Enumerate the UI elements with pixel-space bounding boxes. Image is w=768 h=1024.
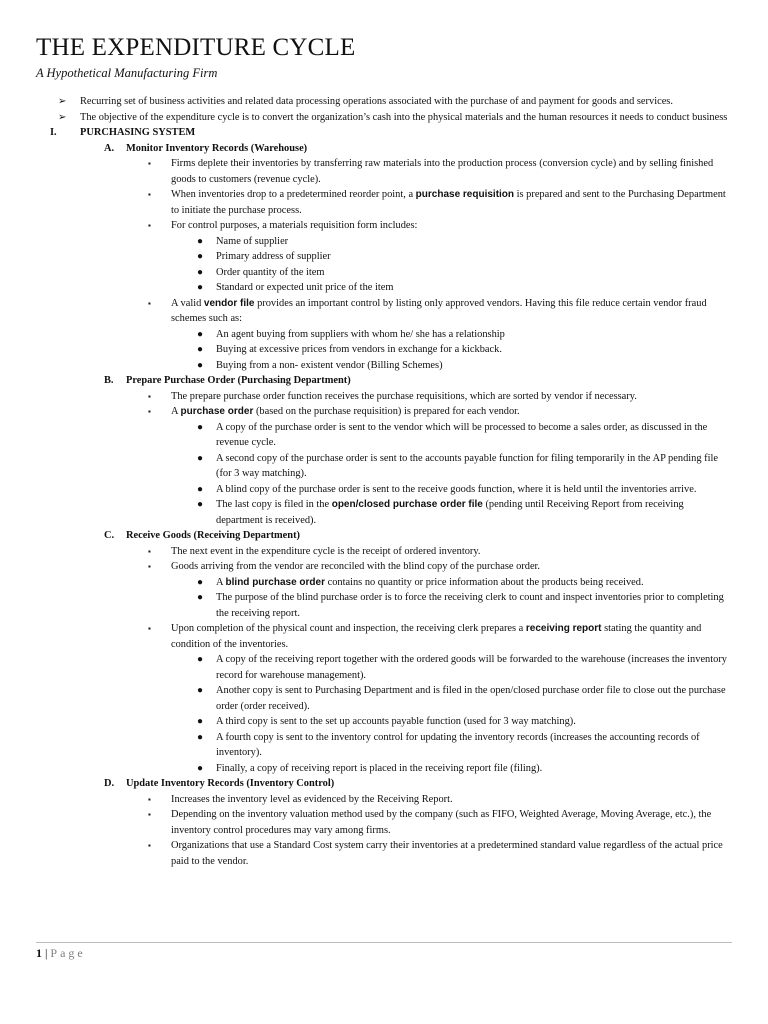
sub-list-item (0, 327, 768, 343)
intro-text: Recurring set of business activities and related data processing operations associated with the purchase of and payment for goods and services. (80, 96, 673, 107)
subsection-heading (0, 141, 768, 157)
subsection-title: Monitor Inventory Records (Warehouse) (126, 142, 308, 154)
subsection-letter: A. (104, 142, 115, 154)
square-bullet-icon: ▪ (148, 841, 151, 850)
document-body (0, 94, 768, 869)
sub-list-item (0, 234, 768, 250)
sub-list-item-text: A fourth copy is sent to the inventory control for updating the inventory records (increases the accounting records of inventory). (216, 731, 700, 758)
dot-bullet-icon: ● (197, 654, 204, 665)
document-subtitle: A Hypothetical Manufacturing Firm (36, 66, 218, 80)
sub-list-item (0, 280, 768, 296)
sub-list-item (0, 761, 768, 777)
sub-list-item-text: Order quantity of the item (216, 266, 325, 278)
dot-bullet-icon: ● (197, 251, 204, 262)
subsection-letter: D. (104, 778, 115, 789)
document-title: THE EXPENDITURE CYCLE (36, 34, 356, 61)
list-item (0, 218, 768, 234)
list-item (0, 296, 768, 327)
dot-bullet-icon: ● (197, 452, 204, 464)
square-bullet-icon: ▪ (148, 546, 151, 556)
list-item (0, 187, 768, 218)
arrow-bullet-icon: ➢ (58, 96, 67, 107)
list-item (0, 792, 768, 808)
square-bullet-icon: ▪ (148, 562, 151, 571)
sub-list-item (0, 265, 768, 281)
dot-bullet-icon: ● (197, 685, 204, 696)
sub-list-item (0, 249, 768, 265)
list-item-text: Depending on the inventory valuation method used by the company (such as FIFO, Weighted Average, Moving Average, etc.), the inventory control procedures may vary among firms. (171, 809, 712, 836)
subsection-title: Prepare Purchase Order (Purchasing Department) (126, 375, 351, 386)
dot-bullet-icon: ● (197, 576, 204, 588)
list-item (0, 156, 768, 187)
dot-bullet-icon: ● (197, 266, 204, 278)
sub-list-item (0, 652, 768, 683)
subsection-heading (0, 373, 768, 389)
list-item (0, 621, 768, 652)
sub-list-item-text: The last copy is filed in the open/closed purchase order file (pending until Receiving Report from receiving department is received). (216, 499, 684, 526)
subsection-title: Receive Goods (Receiving Department) (126, 530, 300, 541)
dot-bullet-icon: ● (197, 731, 204, 743)
intro-text: The objective of the expenditure cycle is to convert the organization’s cash into the physical materials and the human resources it needs to conduct business (80, 111, 728, 123)
sub-list-item (0, 730, 768, 761)
term-purchase-order: purchase order (180, 406, 254, 417)
term-vendor-file: vendor file (203, 297, 255, 309)
list-item (0, 807, 768, 838)
list-item-text: Goods arriving from the vendor are reconciled with the blind copy of the purchase order. (171, 561, 541, 572)
sub-list-item (0, 358, 768, 374)
sub-list-item-text: Standard or expected unit price of the item (216, 282, 394, 293)
sub-list-item-text: Buying from a non- existent vendor (Billing Schemes) (216, 359, 443, 371)
sub-list-item-text: Buying at excessive prices from vendors in exchange for a kickback. (216, 344, 502, 355)
sub-list-item-text: Another copy is sent to Purchasing Department and is filed in the open/closed purchase order file to close out the purchase order (order received). (216, 685, 726, 712)
sub-list-item-text: A blind copy of the purchase order is sent to the receive goods function, where it is held until the inventories arrive. (216, 483, 697, 495)
subsection-heading (0, 528, 768, 544)
sub-list-item (0, 575, 768, 591)
list-item (0, 389, 768, 405)
sub-list-item-text: A third copy is sent to the set up accounts payable function (used for 3 way matching). (216, 716, 576, 727)
dot-bullet-icon: ● (197, 421, 204, 433)
list-item-text: When inventories drop to a predetermined reorder point, a purchase requisition is prepared and sent to the Purchasing Department to initiate the purchase process. (171, 189, 726, 216)
sub-list-item-text: A second copy of the purchase order is sent to the accounts payable function for filing temporarily in the AP pending file (for 3 way matching). (216, 452, 718, 479)
term-receiving-report: receiving report (525, 623, 602, 634)
dot-bullet-icon: ● (197, 762, 204, 774)
sub-list-item-text: Finally, a copy of receiving report is placed in the receiving report file (filing). (216, 762, 543, 774)
list-item-text: A purchase order (based on the purchase requisition) is prepared for each vendor. (171, 406, 520, 417)
list-item-text: For control purposes, a materials requisition form includes: (171, 220, 418, 231)
square-bullet-icon: ▪ (148, 221, 151, 230)
footer-separator: | (42, 946, 51, 960)
sub-list-item (0, 451, 768, 482)
square-bullet-icon: ▪ (148, 298, 151, 308)
list-item-text: The prepare purchase order function receives the purchase requisitions, which are sorted by vendor if necessary. (171, 390, 637, 402)
dot-bullet-icon: ● (197, 344, 204, 355)
sub-list-item (0, 342, 768, 358)
page-label: Page (50, 946, 86, 960)
sub-list-item (0, 420, 768, 451)
square-bullet-icon: ▪ (148, 159, 151, 168)
list-item (0, 544, 768, 560)
dot-bullet-icon: ● (197, 483, 204, 495)
sub-list-item-text: Primary address of supplier (216, 251, 331, 262)
subsection-heading (0, 776, 768, 792)
list-item-text: Increases the inventory level as evidenced by the Receiving Report. (171, 793, 453, 805)
term-purchase-requisition: purchase requisition (415, 189, 515, 200)
square-bullet-icon: ▪ (148, 190, 151, 199)
sub-list-item-text: A copy of the purchase order is sent to the vendor which will be processed to become a sales order, as discussed in the revenue cycle. (216, 421, 708, 448)
square-bullet-icon: ▪ (148, 624, 151, 633)
section-title: PURCHASING SYSTEM (80, 127, 196, 138)
footer-divider (36, 942, 732, 943)
list-item-text: Organizations that use a Standard Cost system carry their inventories at a predetermined standard value regardless of the actual price paid to the vendor. (171, 840, 723, 867)
list-item-text: The next event in the expenditure cycle is the receipt of ordered inventory. (171, 545, 481, 557)
section-numeral: I. (50, 127, 57, 138)
list-item (0, 404, 768, 420)
dot-bullet-icon: ● (197, 359, 204, 371)
list-item (0, 559, 768, 575)
sub-list-item-text: The purpose of the blind purchase order is to force the receiving clerk to count and inspect inventories prior to completing the receiving report. (216, 592, 724, 619)
term-open-closed-po-file: open/closed purchase order file (331, 499, 483, 510)
dot-bullet-icon: ● (197, 716, 204, 727)
subsection-letter: B. (104, 375, 114, 386)
sub-list-item-text: An agent buying from suppliers with whom he/ she has a relationship (216, 328, 505, 340)
dot-bullet-icon: ● (197, 282, 204, 293)
sub-list-item-text: Name of supplier (216, 235, 289, 247)
square-bullet-icon: ▪ (148, 810, 151, 819)
dot-bullet-icon: ● (197, 328, 204, 340)
sub-list-item-text: A blind purchase order contains no quantity or price information about the products being received. (216, 576, 644, 588)
subsection-letter: C. (104, 530, 115, 541)
sub-list-item (0, 714, 768, 730)
page-number: 1 (36, 946, 42, 960)
square-bullet-icon: ▪ (148, 391, 151, 401)
sub-list-item (0, 683, 768, 714)
intro-item (0, 94, 768, 110)
section-heading (0, 125, 768, 141)
dot-bullet-icon: ● (197, 499, 204, 510)
list-item (0, 838, 768, 869)
sub-list-item-text: A copy of the receiving report together with the ordered goods will be forwarded to the warehouse (increases the inventory record for warehouse management). (216, 654, 727, 681)
arrow-bullet-icon: ➢ (58, 111, 67, 123)
dot-bullet-icon: ● (197, 592, 204, 603)
list-item-text: Upon completion of the physical count and inspection, the receiving clerk prepares a receiving report stating the quantity and condition of the inventories. (171, 623, 702, 650)
sub-list-item (0, 497, 768, 528)
subsection-title: Update Inventory Records (Inventory Control) (126, 778, 335, 789)
list-item-text: Firms deplete their inventories by transferring raw materials into the production process (conversion cycle) and by selling finished goods to customers (revenue cycle). (171, 158, 714, 185)
dot-bullet-icon: ● (197, 235, 204, 247)
term-blind-purchase-order: blind purchase order (225, 576, 325, 588)
square-bullet-icon: ▪ (148, 407, 151, 416)
sub-list-item (0, 590, 768, 621)
square-bullet-icon: ▪ (148, 794, 151, 804)
intro-item (0, 110, 768, 126)
list-item-text: A valid vendor file provides an important control by listing only approved vendors. Having this file reduce certain vendor fraud schemes such as: (171, 297, 707, 324)
page-footer (36, 946, 86, 961)
sub-list-item (0, 482, 768, 498)
